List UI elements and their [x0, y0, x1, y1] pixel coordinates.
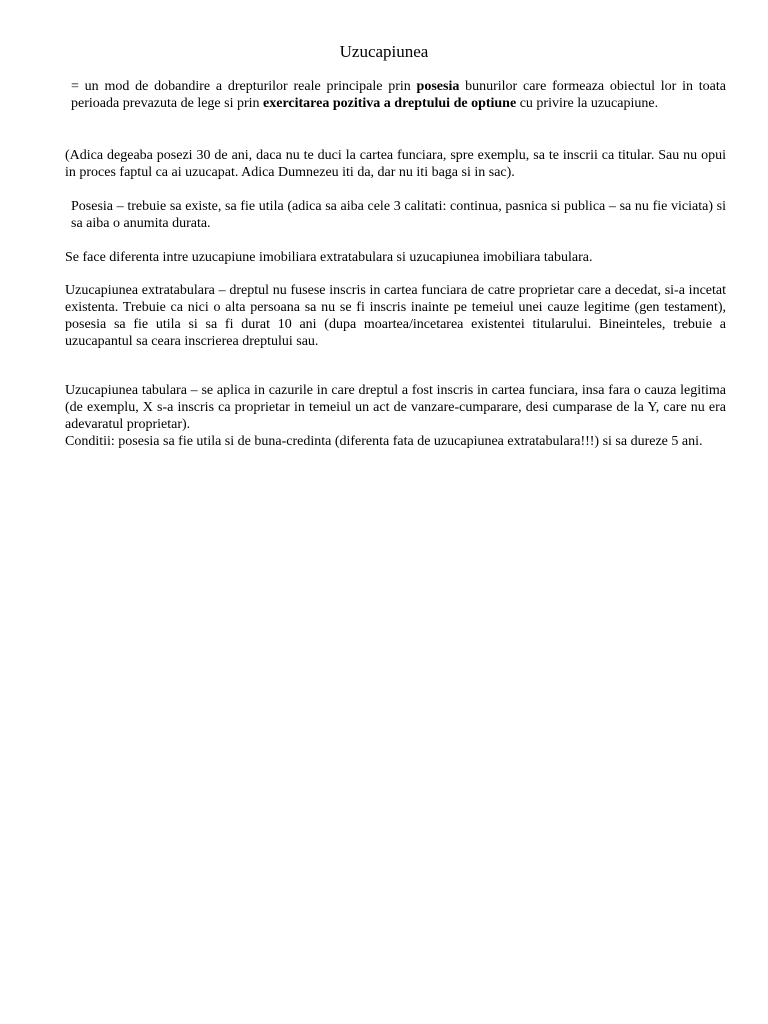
tabulara-paragraph: Uzucapiunea tabulara – se aplica in cazurile in care dreptul a fost inscris in cartea funciara, insa fara o cauza legitima (de exemplu, X s-a inscris ca proprietar in temeiul un act de vanzare-cumparare, desi cumparase de la Y, care nu era adevaratul proprietar). [65, 383, 726, 432]
definition-bold-exercitarea: exercitarea pozitiva a dreptului de optiune [263, 96, 517, 111]
posesia-paragraph: Posesia – trebuie sa existe, sa fie utila (adica sa aiba cele 3 calitati: continua, pasnica si publica – sa nu fie viciata) si sa aiba o anumita durata. [71, 199, 726, 231]
extratabulara-paragraph: Uzucapiunea extratabulara – dreptul nu fusese inscris in cartea funciara de catre proprietar care a decedat, si-a incetat existenta. Trebuie ca nici o alta persoana sa nu se fi inscris inainte pe temeiul unei cauze legitime (gen testament), posesia sa fie utila si sa fi durat 10 ani (dupa moartea/incetarea existentei titularului. Bineinteles, trebuie a uzucapantul sa ceara inscrierea dreptului sau. [65, 283, 726, 349]
document-title: Uzucapiunea [339, 42, 429, 61]
definition-bold-posesia: posesia [416, 79, 460, 94]
definition-paragraph [71, 78, 726, 112]
note-paragraph: (Adica degeaba posezi 30 de ani, daca nu te duci la cartea funciara, spre exemplu, sa te inscrii ca titular. Sau nu opui in proces faptul ca ai uzucapat. Adica Dumnezeu iti da, dar nu iti baga si in sac). [65, 148, 726, 180]
difference-paragraph: Se face diferenta intre uzucapiune imobiliara extratabulara si uzucapiunea imobiliara tabulara. [65, 250, 593, 265]
definition-text-2: bunurilor care formeaza obiectul lor in toata perioada prevazuta de lege si prin [71, 79, 726, 111]
conditions-paragraph: Conditii: posesia sa fie utila si de buna-credinta (diferenta fata de uzucapiunea extratabulara!!!) si sa dureze 5 ani. [65, 434, 703, 449]
definition-text-3: cu privire la uzucapiune. [516, 96, 659, 111]
definition-text-1: = un mod de dobandire a drepturilor reale principale prin [71, 79, 417, 94]
